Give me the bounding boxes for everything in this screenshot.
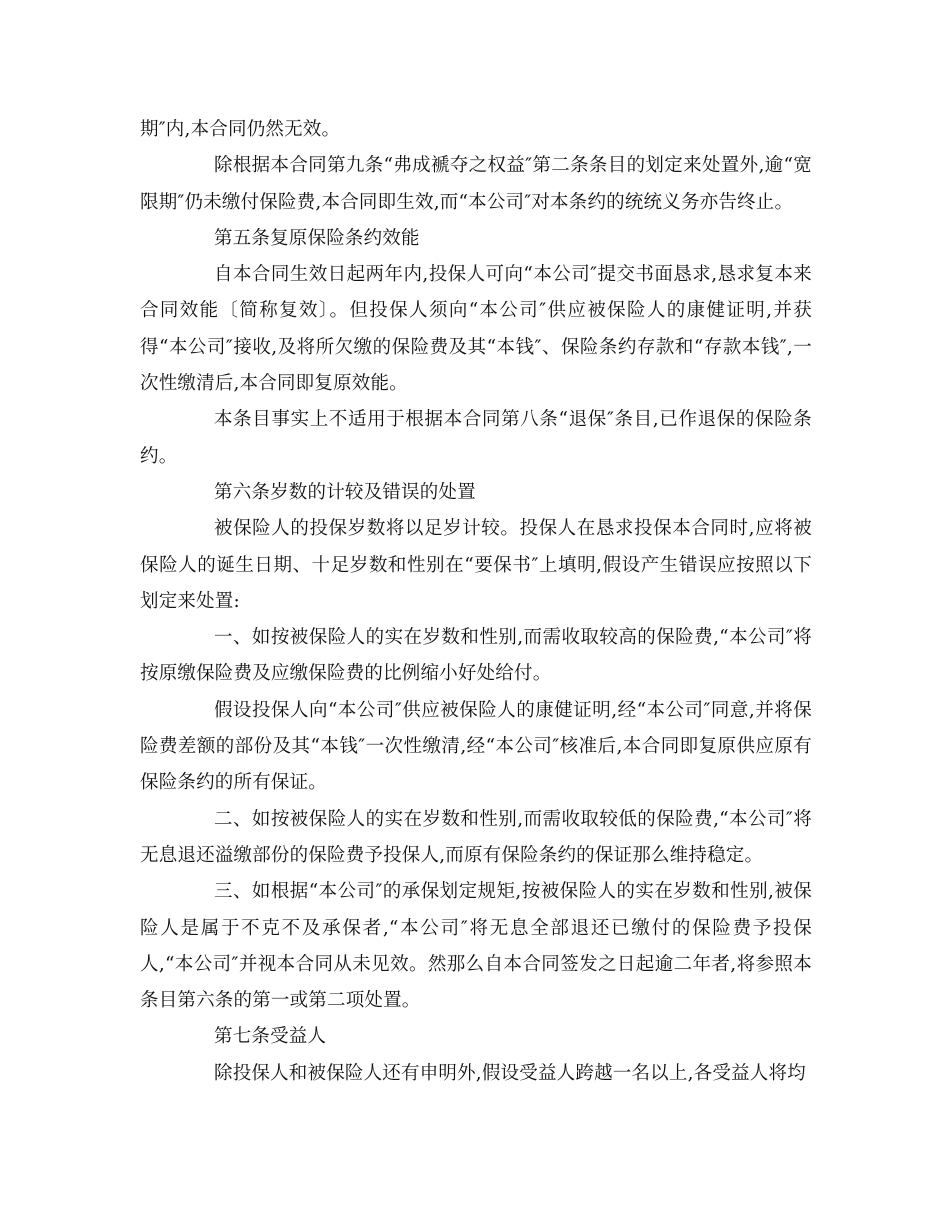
paragraph: 本条目事实上不适用于根据本合同第八条“退保″条目,已作退保的保险条约。 bbox=[140, 409, 812, 467]
list-item-1: 一、如按被保险人的实在岁数和性别,而需收取较高的保险费,“本公司″将按原缴保险费及应缴保险费的比例缩小好处给付。 bbox=[140, 627, 812, 685]
paragraph: 假设投保人向“本公司″供应被保险人的康健证明,经“本公司″同意,并将保险费差额的部份及其“本钱″一次性缴清,经“本公司″核准后,本合同即复原供应原有保险条约的所有保证。 bbox=[140, 699, 812, 794]
paragraph: 自本合同生效日起两年内,投保人可向“本公司″提交书面恳求,恳求复本来合同效能〔简称复效〕。但投保人须向“本公司″供应被保险人的康健证明,并获得“本公司″接收,及将所欠缴的保险费及其“本钱″、保险条约存款和“存款本钱″,一次性缴清后,本合同即复原效能。 bbox=[140, 264, 812, 395]
section-heading-article-5: 第五条复原保险条约效能 bbox=[214, 227, 420, 249]
list-item-3: 三、如根据“本公司″的承保划定规矩,按被保险人的实在岁数和性别,被保险人是属于不克不及承保者,“本公司″将无息全部退还已缴付的保险费予投保人,“本公司″并视本合同从未见效。然那么自本合同签发之日起逾二年者,将参照本条目第六条的第一或第二项处置。 bbox=[140, 881, 812, 1012]
paragraph: 被保险人的投保岁数将以足岁计较。投保人在恳求投保本合同时,应将被保险人的诞生日期、十足岁数和性别在“要保书″上填明,假设产生错误应按照以下划定来处置: bbox=[140, 518, 812, 612]
paragraph: 除投保人和被保险人还有申明外,假设受益人跨越一名以上,各受益人将均 bbox=[214, 1062, 806, 1084]
document-body bbox=[140, 112, 812, 1092]
list-item-2: 二、如按被保险人的实在岁数和性别,而需收取较低的保险费,“本公司″将无息退还溢缴部份的保险费予投保人,而原有保险条约的保证那么维持稳定。 bbox=[140, 808, 812, 866]
paragraph-continuation: 期″内,本合同仍然无效。 bbox=[140, 119, 341, 140]
paragraph: 除根据本合同第九条“弗成褫夺之权益″第二条条目的划定来处置外,逾“宽限期″仍未缴付保险费,本合同即生效,而“本公司″对本条约的统统义务亦告终止。 bbox=[140, 155, 812, 213]
section-heading-article-7: 第七条受益人 bbox=[214, 1026, 327, 1048]
section-heading-article-6: 第六条岁数的计较及错误的处置 bbox=[214, 481, 476, 503]
